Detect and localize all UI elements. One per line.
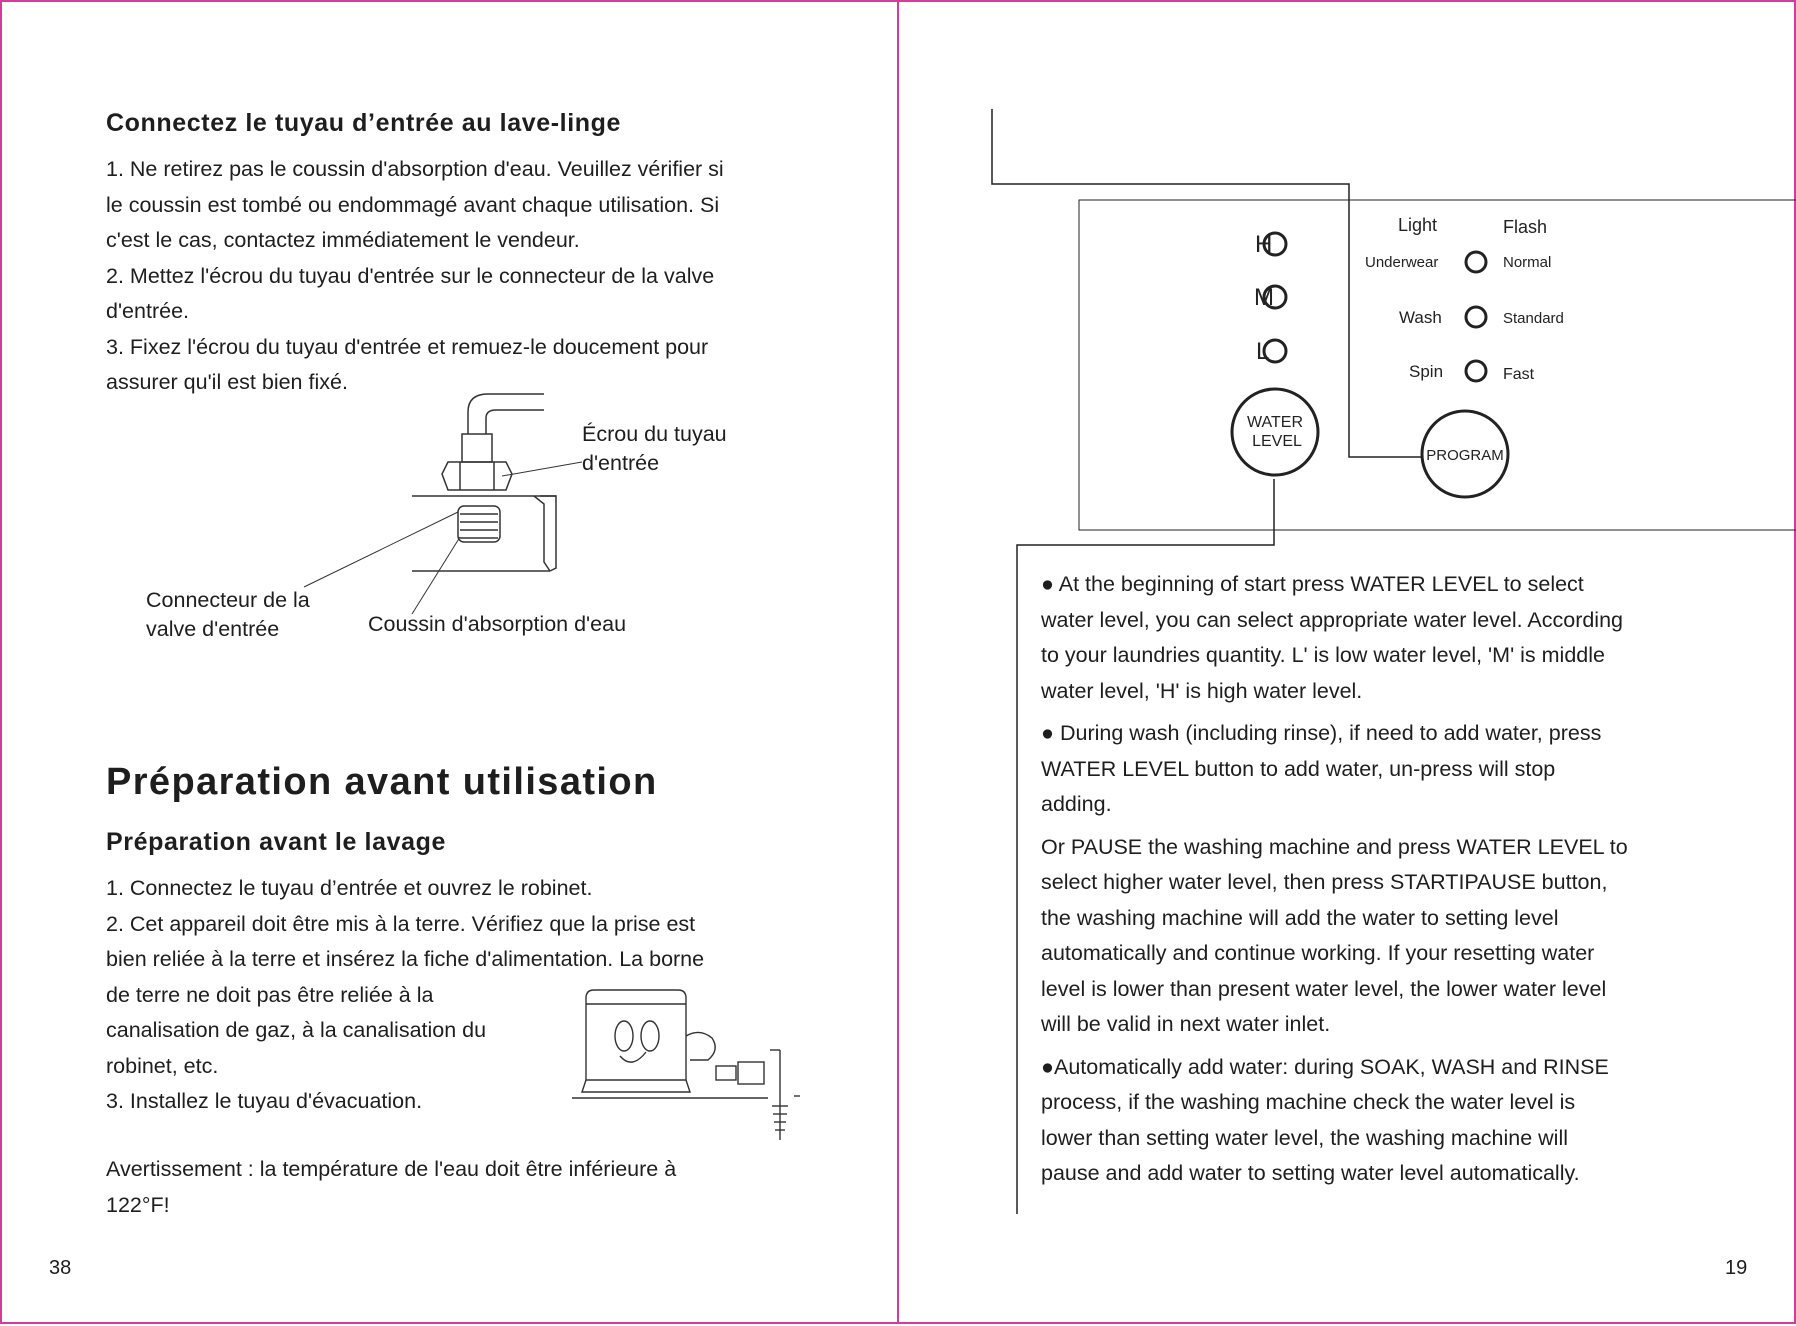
row-standard-label: Standard <box>1503 310 1564 327</box>
page-number: 38 <box>49 1257 72 1279</box>
label-connector-line2: valve d'entrée <box>146 617 280 641</box>
text-line: de terre ne doit pas être reliée à la <box>106 982 434 1007</box>
text-line: lower than setting water level, the washing machine will <box>1041 1125 1569 1150</box>
label-connector-line1: Connecteur de la <box>146 588 310 612</box>
program-button-label: PROGRAM <box>1426 447 1504 464</box>
section-title-inlet-hose: Connectez le tuyau d’entrée au lave-linge <box>106 109 622 137</box>
level-l-label: L <box>1256 338 1270 365</box>
text-line: Or PAUSE the washing machine and press WATER LEVEL to <box>1041 834 1628 859</box>
column-light-label: Light <box>1398 215 1438 235</box>
label-nut-line1: Écrou du tuyau <box>582 422 727 446</box>
left-eye <box>615 1021 633 1051</box>
text-line: pause and add water to setting water level automatically. <box>1041 1161 1580 1185</box>
grounding-cartoon-illustration <box>572 980 802 1148</box>
text-line: 2. Mettez l'écrou du tuyau d'entrée sur le connecteur de la valve <box>106 263 715 288</box>
text-line: d'entrée. <box>106 299 189 323</box>
label-cushion: Coussin d'absorption d'eau <box>368 612 627 636</box>
text-line: automatically and continue working. If your resetting water <box>1041 941 1595 965</box>
text-line: to your laundries quantity. L' is low water level, 'M' is middle <box>1041 643 1605 667</box>
frame-line-top <box>992 109 1421 457</box>
label-connector <box>146 586 310 644</box>
level-m-label: M <box>1254 284 1274 311</box>
section-title-before-wash: Préparation avant le lavage <box>106 828 446 856</box>
text-line: water level, you can select appropriate water level. According <box>1041 607 1624 632</box>
column-flash-label: Flash <box>1503 217 1548 237</box>
warning-text <box>106 1152 676 1223</box>
right-page <box>897 0 1796 1324</box>
paragraph-automatic-water <box>1041 1050 1628 1192</box>
text-line: c'est le cas, contactez immédiatement le vendeur. <box>106 228 580 252</box>
spin-fast-light <box>1466 361 1486 381</box>
text-line: 2. Cet appareil doit être mis à la terre. Vérifiez que la prise est <box>106 911 696 936</box>
leader-line-nut <box>502 462 582 476</box>
text-line: canalisation de gaz, à la canalisation du <box>106 1018 487 1042</box>
row-fast-label: Fast <box>1503 366 1535 383</box>
instructions-text <box>1041 567 1628 1192</box>
text-line: robinet, etc. <box>106 1053 219 1078</box>
water-level-button <box>1232 389 1318 475</box>
paragraph-select-water-level <box>1041 567 1628 709</box>
paragraph-add-water <box>1041 716 1628 823</box>
label-nut-line2: d'entrée <box>582 451 660 475</box>
smile <box>620 1052 646 1062</box>
text-line: ● At the beginning of start press WATER LEVEL to select <box>1041 572 1584 596</box>
text-line: 1. Connectez le tuyau d’entrée et ouvrez le robinet. <box>106 876 593 900</box>
main-title: Préparation avant utilisation <box>106 761 658 803</box>
left-page <box>0 0 897 1324</box>
text-line: process, if the washing machine check the water level is <box>1041 1090 1576 1114</box>
row-normal-label: Normal <box>1503 254 1552 271</box>
text-line: ●Automatically add water: during SOAK, WASH and RINSE <box>1041 1054 1609 1079</box>
text-line: water level, 'H' is high water level. <box>1041 678 1363 703</box>
water-level-label-2: LEVEL <box>1252 433 1302 450</box>
leader-line-connector <box>304 512 458 587</box>
row-spin-label: Spin <box>1409 362 1444 381</box>
text-line: 1. Ne retirez pas le coussin d'absorption d'eau. Veuillez vérifier si <box>106 157 724 181</box>
row-wash-label: Wash <box>1399 308 1442 327</box>
text-line: 122°F! <box>106 1192 170 1217</box>
underwear-normal-light <box>1466 252 1486 272</box>
row-underwear-label: Underwear <box>1365 254 1439 271</box>
paragraph-pause <box>1041 830 1628 1043</box>
text-line: bien reliée à la terre et insérez la fiche d'alimentation. La borne <box>106 947 705 971</box>
text-line: select higher water level, then press STARTIPAUSE button, <box>1041 870 1608 894</box>
text-line: assurer qu'il est bien fixé. <box>106 370 348 394</box>
text-line: 3. Fixez l'écrou du tuyau d'entrée et remuez-le doucement pour <box>106 334 709 359</box>
right-eye <box>641 1021 659 1051</box>
page-number: 19 <box>1725 1257 1748 1279</box>
wash-standard-light <box>1466 307 1486 327</box>
socket <box>738 1062 764 1084</box>
text-line: 3. Installez le tuyau d'évacuation. <box>106 1089 423 1113</box>
water-level-label-1: WATER <box>1247 414 1303 431</box>
text-line: le coussin est tombé ou endommagé avant chaque utilisation. Si <box>106 192 720 217</box>
text-line: ● During wash (including rinse), if need to add water, press <box>1041 721 1602 745</box>
text-line: Avertissement : la température de l'eau doit être inférieure à <box>106 1157 677 1181</box>
leader-line-cushion <box>412 537 460 614</box>
text-line: will be valid in next water inlet. <box>1041 1012 1331 1036</box>
text-line: level is lower than present water level, the lower water level <box>1041 976 1607 1001</box>
text-line: the washing machine will add the water to setting level <box>1041 905 1559 930</box>
text-line: adding. <box>1041 792 1112 816</box>
level-h-label: H <box>1255 231 1273 258</box>
text-line: WATER LEVEL button to add water, un-press will stop <box>1041 756 1556 781</box>
label-nut <box>582 420 727 478</box>
hand <box>686 1032 715 1060</box>
section1-body <box>106 152 724 401</box>
